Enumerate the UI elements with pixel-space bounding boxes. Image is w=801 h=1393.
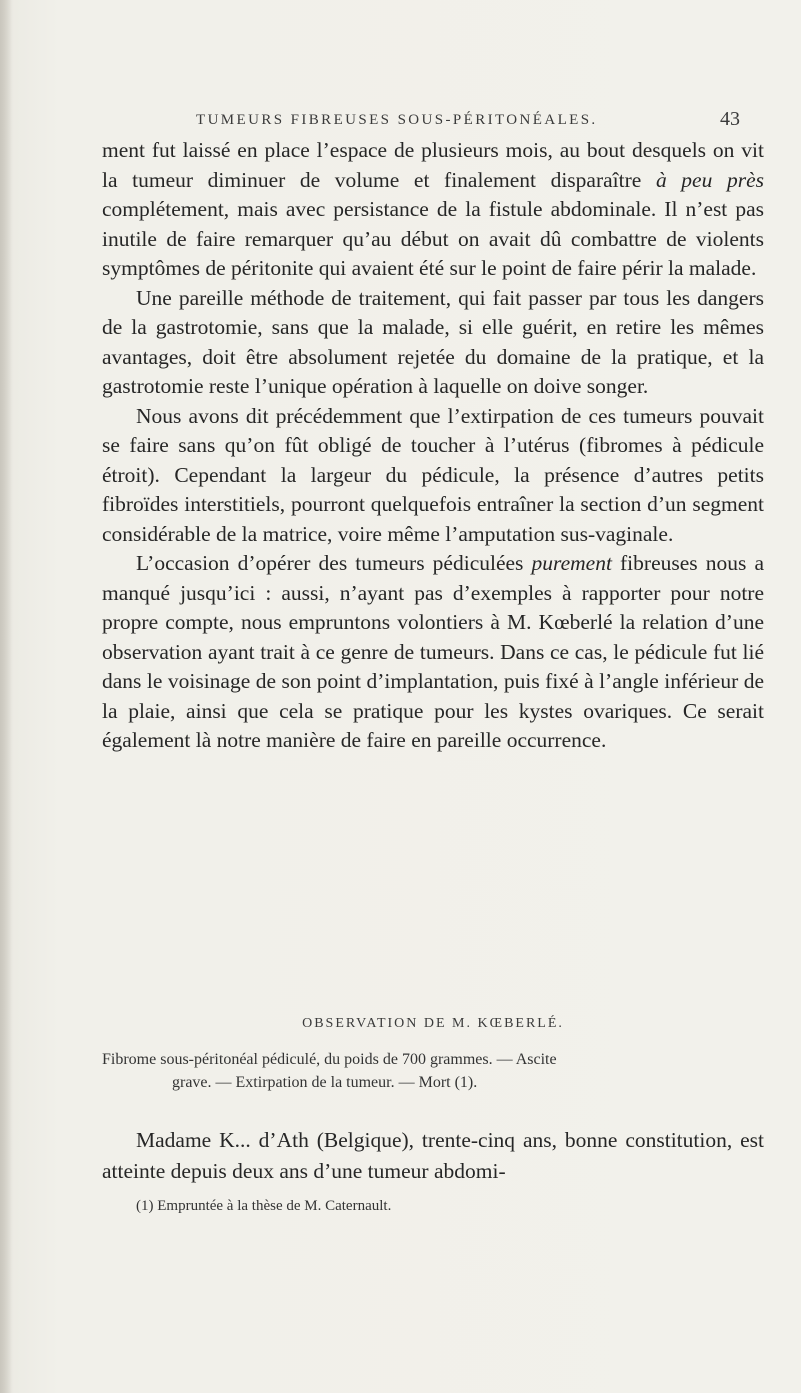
paragraph-4-text-b: fibreuses nous a manqué jusqu’ici : aussi, n’ayant pas d’exemples à rapporter pour notre propre compte, nous empruntons volontiers à M. Kœberlé la relation d’une observation ayant trait à ce genre de tumeurs. Dans ce cas, le pédicule fut lié dans le voisinage de son point d’implantation, puis fixé à l’angle inférieur de la plaie, ainsi que cela se pratique pour les kystes ovariques. Ce serait également là notre manière de faire en pareille occurrence.: [102, 551, 764, 752]
paragraph-2: Une pareille méthode de traitement, qui fait passer par tous les dangers de la gastrotomie, sans que la malade, si elle guérit, en retire les mêmes avantages, doit être absolument rejetée du domaine de la pratique, et la gastrotomie reste l’unique opération à laquelle on doive songer.: [102, 285, 764, 398]
paragraph-4-text-a: L’occasion d’opérer des tumeurs pédiculées: [136, 551, 532, 575]
paragraph-4-italic: purement: [531, 551, 612, 575]
observation-text: Madame K... d’Ath (Belgique), trente-cinq ans, bonne constitution, est atteinte depuis deux ans d’une tumeur abdomi-: [102, 1127, 764, 1183]
observation-summary-line-2: grave. — Extirpation de la tumeur. — Mort (1).: [172, 1074, 478, 1091]
page-gutter-shadow: [0, 0, 12, 1393]
paragraph-1-text-a: ment fut laissé en place l’espace de plusieurs mois, au bout desquels on vit la tumeur diminuer de volume et finalement disparaître: [102, 138, 764, 192]
main-text: [102, 136, 764, 756]
page-number: 43: [720, 108, 740, 130]
paragraph-3: Nous avons dit précédemment que l’extirpation de ces tumeurs pouvait se faire sans qu’on fût obligé de toucher à l’utérus (fibromes à pédicule étroit). Cependant la largeur du pédicule, la présence d’autres petits fibroïdes interstitiels, pourront quelquefois entraîner la section d’un segment considérable de la matrice, voire même l’amputation sus-vaginale.: [102, 403, 764, 546]
observation-heading: OBSERVATION DE M. KŒBERLÉ.: [302, 1016, 564, 1031]
running-head: TUMEURS FIBREUSES SOUS-PÉRITONÉALES.: [196, 112, 598, 128]
paragraph-1: [102, 136, 764, 284]
paragraph-1-text-b: complétement, mais avec persistance de la fistule abdominale. Il n’est pas inutile de faire remarquer qu’au début on avait dû combattre de violents symptômes de péritonite qui avaient été sur le point de faire périr la malade.: [102, 197, 764, 280]
paragraph-1-italic: à peu près: [655, 167, 764, 192]
paragraph-4: [102, 549, 764, 756]
observation-summary: [102, 1048, 764, 1094]
observation-summary-line-1: Fibrome sous-péritonéal pédiculé, du poids de 700 grammes. — Ascite: [102, 1051, 557, 1068]
footnote: (1) Empruntée à la thèse de M. Caternault.: [136, 1198, 392, 1214]
